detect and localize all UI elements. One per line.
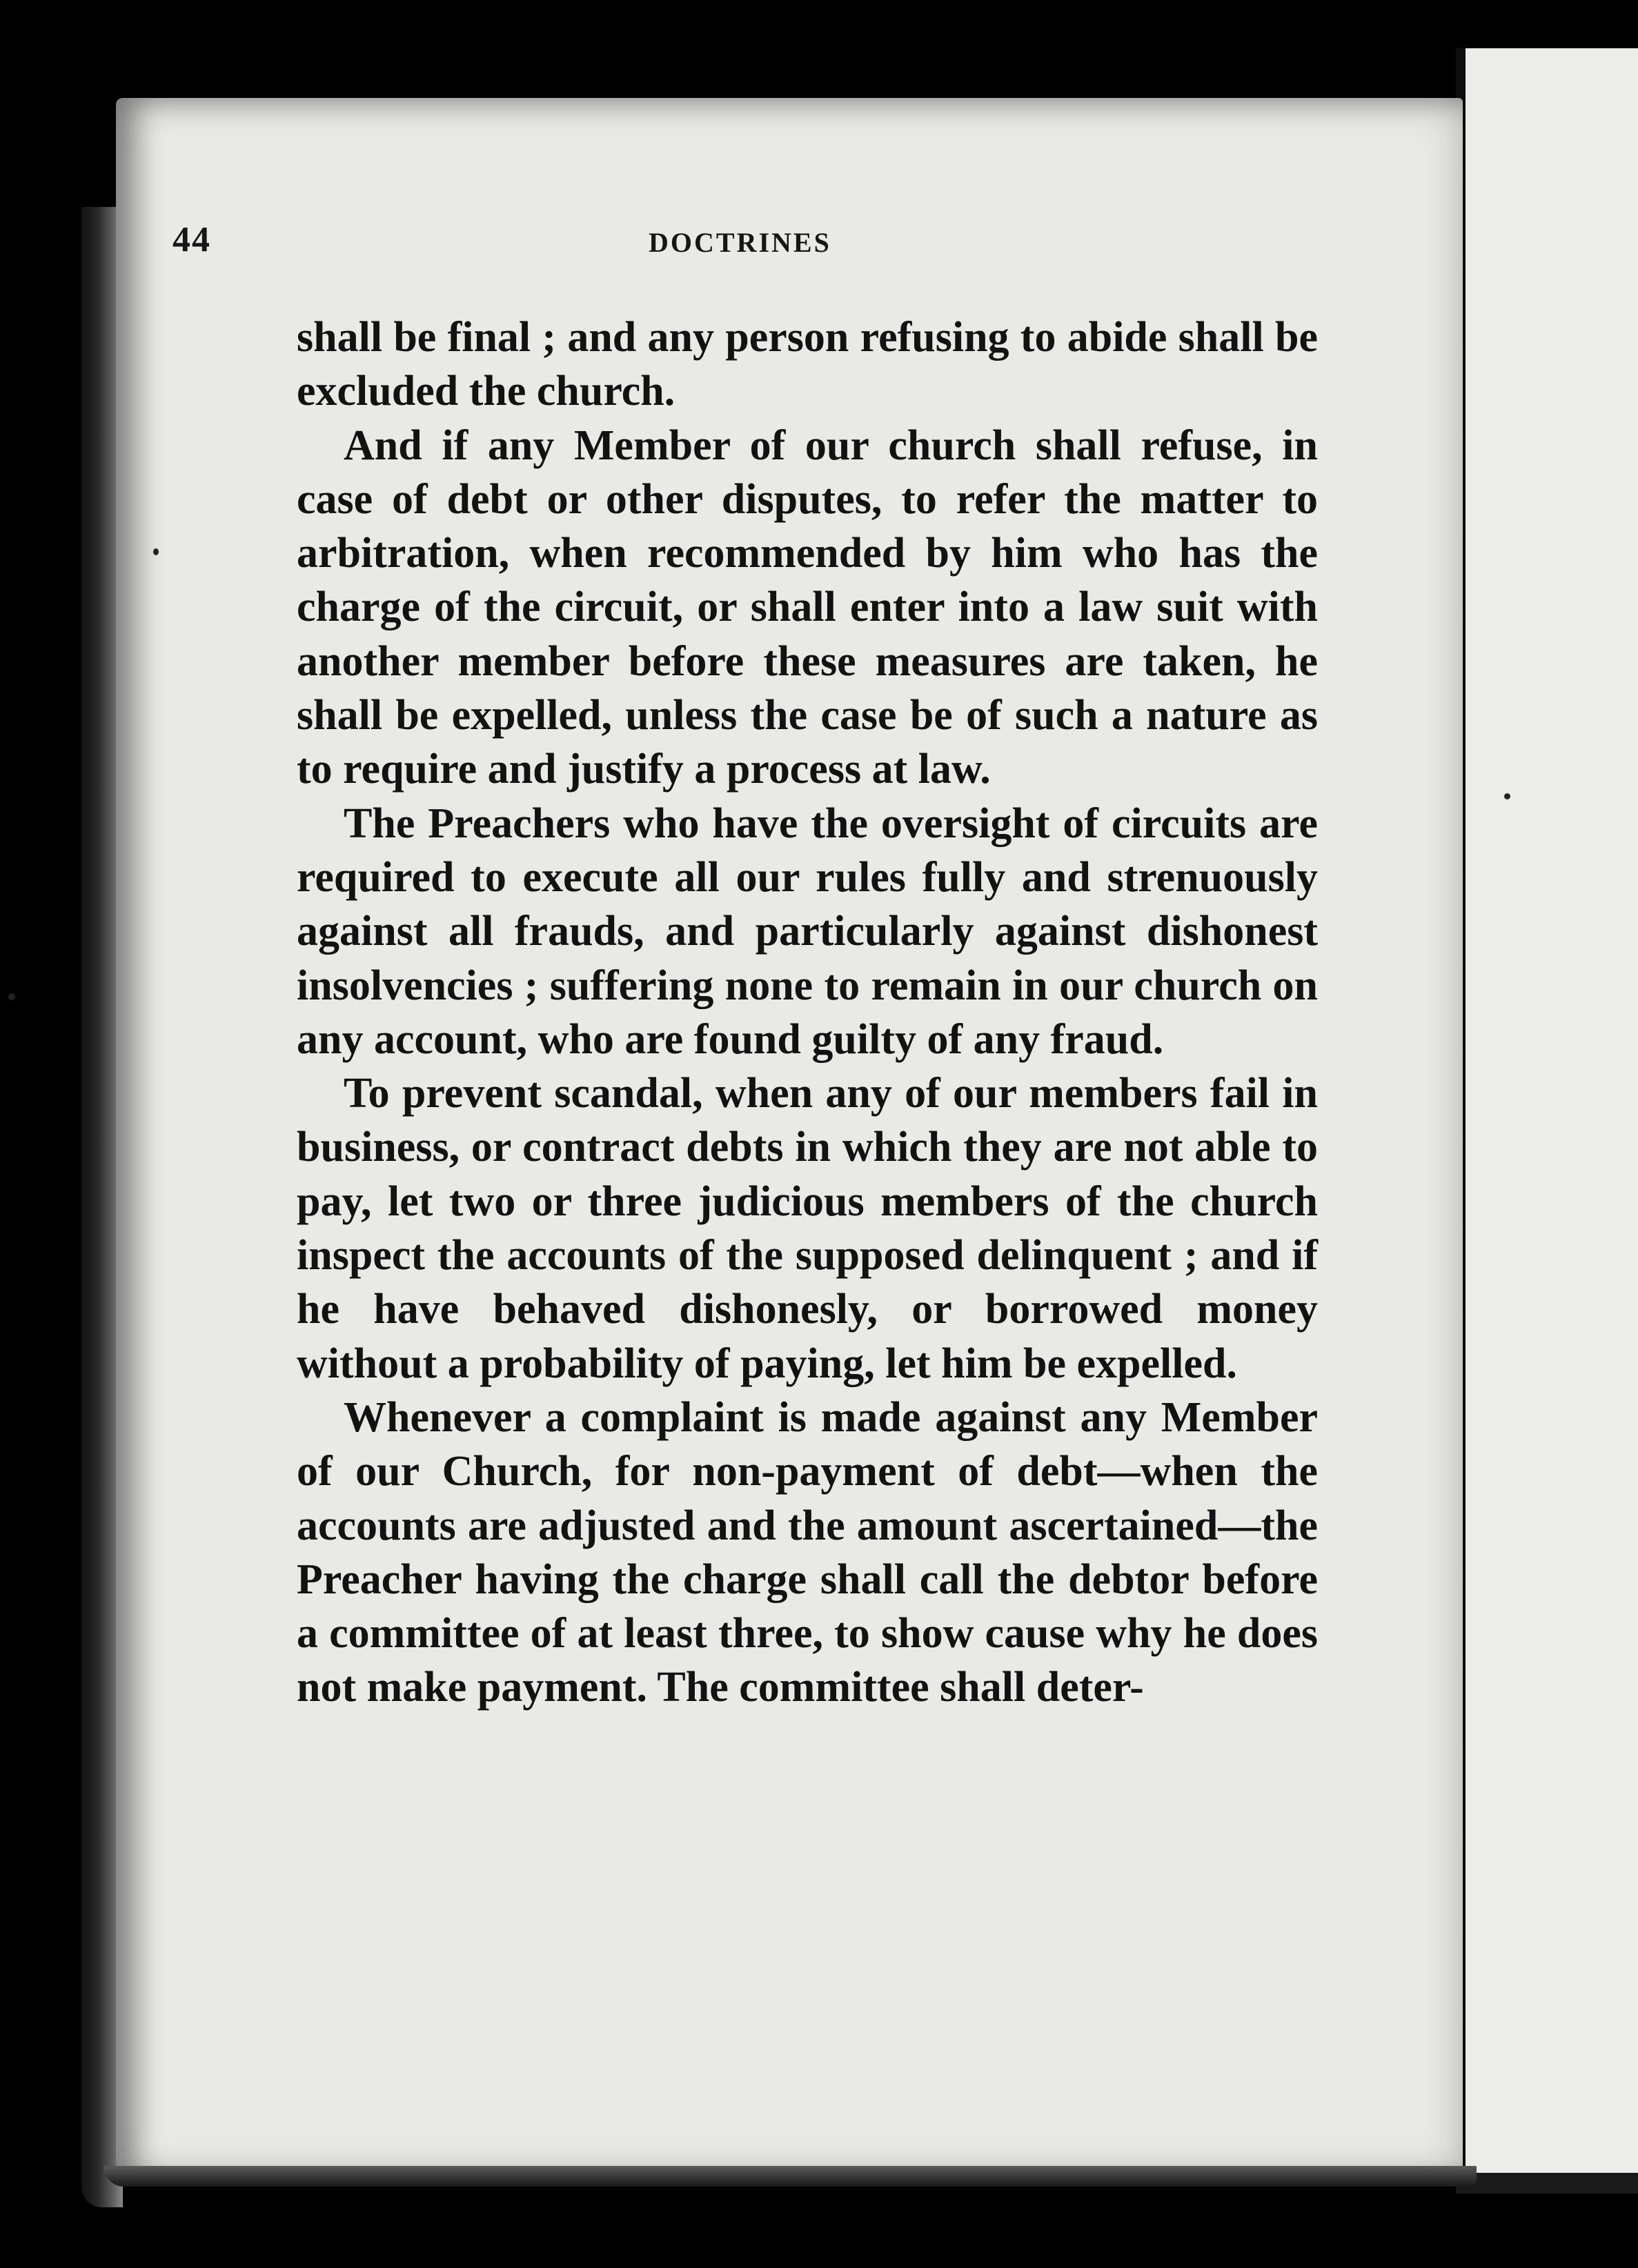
page-number: 44: [172, 220, 211, 259]
paragraph: And if any Member of our church shall refuse, in case of debt or other disputes, to refer the matter to arbitration, when recommended by him who has the charge of the circuit, or shall enter into a law suit with another member before these measures are taken, he shall be expelled, unless the case be of such a nature as to require and justify a process at law.: [297, 421, 1318, 793]
running-head: DOCTRINES: [649, 227, 831, 258]
ink-speck: [153, 548, 159, 555]
ink-speck: [1504, 793, 1510, 799]
facing-page-bottom-edge: [1456, 2173, 1638, 2194]
facing-page: [1456, 48, 1638, 2173]
paragraph: To prevent scandal, when any of our members fail in business, or contract debts in which they are not able to pay, let two or three judicious members of the church inspect the accounts of the supposed delinquent ; and if he have behaved dishonesly, or borrowed money without a probability of paying, let him be expelled.: [297, 1070, 1318, 1387]
page-bottom-edge: [103, 2166, 1477, 2187]
paragraph: shall be final ; and any person refusing to abide shall be excluded the church.: [297, 314, 1318, 415]
page-header: [172, 219, 1345, 268]
ink-speck: [8, 993, 15, 1000]
paragraph: Whenever a complaint is made against any Member of our Church, for non-payment of debt—when the accounts are adjusted and the amount ascertained—the Preacher having the charge shall call the debtor before a committee of at least three, to show cause why he does not make payment. The committee shall deter-: [297, 1393, 1318, 1711]
body-text: [297, 310, 1318, 1715]
paragraph: The Preachers who have the oversight of circuits are required to execute all our rules fully and strenuously against all frauds, and particularly against dishonest insolvencies ; suffering none to remain in our church on any account, who are found guilty of any fraud.: [297, 799, 1318, 1063]
